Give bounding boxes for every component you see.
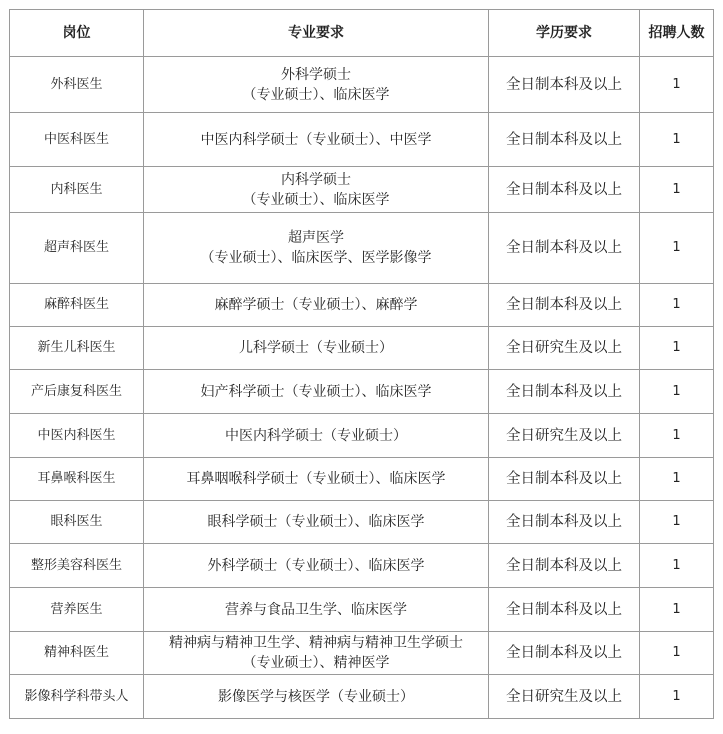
cell-position: 产后康复科医生 [10,370,144,414]
cell-major [144,213,489,284]
table-row [10,501,714,544]
header-position: 岗位 [10,10,144,57]
cell-education: 全日制本科及以上 [489,458,640,501]
cell-education: 全日研究生及以上 [489,327,640,370]
major-line: 中医内科学硕士（专业硕士）、中医学 [200,131,432,148]
major-line: 中医内科学硕士（专业硕士） [225,427,407,444]
major-line: 耳鼻咽喉科学硕士（专业硕士）、临床医学 [186,471,446,487]
header-count: 招聘人数 [640,10,714,57]
cell-education: 全日研究生及以上 [489,675,640,719]
cell-major [144,327,489,370]
cell-education: 全日制本科及以上 [489,501,640,544]
cell-count: 1 [640,284,714,327]
table-body [10,57,714,719]
major-line: 儿科学硕士（专业硕士） [239,340,393,356]
table-row [10,213,714,284]
cell-major [144,588,489,632]
cell-position: 影像科学科带头人 [10,675,144,719]
major-line: （专业硕士）、临床医学、医学影像学 [200,250,432,266]
table-row [10,632,714,675]
cell-education: 全日制本科及以上 [489,632,640,675]
table-row [10,327,714,370]
cell-count: 1 [640,213,714,284]
major-line: 外科学硕士（专业硕士）、临床医学 [207,557,425,574]
cell-position: 内科医生 [10,167,144,213]
major-line: （专业硕士）、临床医学 [242,191,390,208]
table-row [10,458,714,501]
cell-major [144,632,489,675]
cell-education: 全日制本科及以上 [489,167,640,213]
cell-education: 全日制本科及以上 [489,284,640,327]
table-row [10,588,714,632]
table-row [10,284,714,327]
cell-major [144,370,489,414]
cell-position: 超声科医生 [10,213,144,284]
cell-position: 麻醉科医生 [10,284,144,327]
major-line: 影像医学与核医学（专业硕士） [218,688,414,705]
table-row [10,113,714,167]
major-line: 精神病与精神卫生学、精神病与精神卫生学硕士 [169,635,463,651]
cell-position: 外科医生 [10,57,144,113]
recruitment-table [9,9,714,719]
major-line: 内科学硕士 [281,171,351,188]
header-education: 学历要求 [489,10,640,57]
major-line: 超声医学 [288,230,344,246]
cell-education: 全日制本科及以上 [489,588,640,632]
table-row [10,414,714,458]
cell-count: 1 [640,675,714,719]
cell-count: 1 [640,57,714,113]
cell-position: 眼科医生 [10,501,144,544]
cell-major [144,544,489,588]
cell-major [144,675,489,719]
cell-education: 全日研究生及以上 [489,414,640,458]
cell-position: 整形美容科医生 [10,544,144,588]
cell-count: 1 [640,167,714,213]
cell-major [144,113,489,167]
cell-count: 1 [640,113,714,167]
cell-position: 耳鼻喉科医生 [10,458,144,501]
cell-major [144,414,489,458]
cell-count: 1 [640,632,714,675]
cell-education: 全日制本科及以上 [489,57,640,113]
cell-major [144,284,489,327]
major-line: 外科学硕士 [281,66,351,83]
cell-count: 1 [640,544,714,588]
major-line: 眼科学硕士（专业硕士）、临床医学 [207,514,425,530]
table-row [10,57,714,113]
major-line: 麻醉学硕士（专业硕士）、麻醉学 [214,297,418,313]
table-row [10,544,714,588]
cell-education: 全日制本科及以上 [489,213,640,284]
major-line: （专业硕士）、临床医学 [242,86,390,103]
cell-count: 1 [640,370,714,414]
cell-major [144,57,489,113]
major-line: （专业硕士）、精神医学 [242,655,390,671]
cell-count: 1 [640,588,714,632]
cell-position: 中医科医生 [10,113,144,167]
table-row [10,675,714,719]
cell-major [144,501,489,544]
cell-education: 全日制本科及以上 [489,370,640,414]
header-major: 专业要求 [144,10,489,57]
cell-position: 新生儿科医生 [10,327,144,370]
cell-position: 营养医生 [10,588,144,632]
header-row [10,10,714,57]
major-line: 妇产科学硕士（专业硕士）、临床医学 [200,383,432,400]
cell-position: 中医内科医生 [10,414,144,458]
cell-education: 全日制本科及以上 [489,544,640,588]
cell-education: 全日制本科及以上 [489,113,640,167]
table-row [10,167,714,213]
cell-count: 1 [640,501,714,544]
major-line: 营养与食品卫生学、临床医学 [225,601,407,618]
cell-major [144,458,489,501]
cell-count: 1 [640,327,714,370]
table-row [10,370,714,414]
cell-major [144,167,489,213]
cell-count: 1 [640,414,714,458]
cell-count: 1 [640,458,714,501]
cell-position: 精神科医生 [10,632,144,675]
